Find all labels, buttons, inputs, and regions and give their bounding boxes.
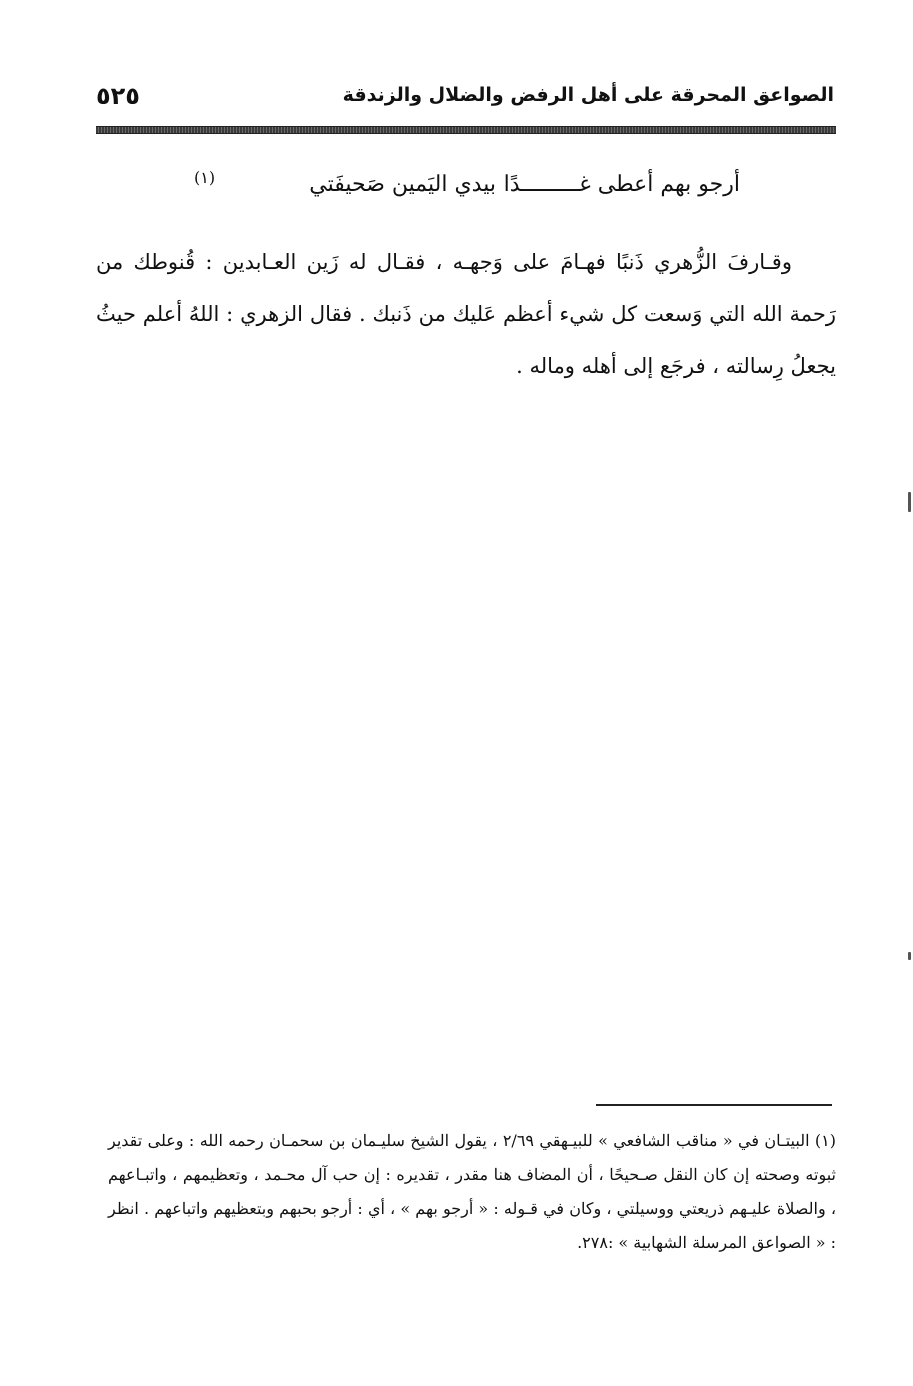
poetry-verse <box>180 168 740 208</box>
footnote-1: (١) البيتـان في « مناقب الشافعي » للبيـهقي ٢/٦٩ ، يقول الشيخ سليـمان بن سحمـان رحمه الله : وعلى تقدير ثبوته وصحته إن كان النقل صـحيحًا ، أن المضاف هنا مقدر ، تقديره : إن حب آل محـمد ، وتعظيمهم ، واتبـاعهم ، والصلاة عليـهم ذريعتي ووسيلتي ، وكان في قـوله : « أرجو بهم » ، أي : أرجو بحبهم وبتعظيهم واتباعهم . انظر : « الصواعق المرسلة الشهابية » :٢٧٨. <box>108 1131 837 1252</box>
footnote-separator <box>596 1104 832 1106</box>
scan-edge-mark <box>908 492 911 512</box>
page-number: ٥٢٥ <box>96 82 140 110</box>
scan-edge-mark <box>908 952 911 960</box>
running-title: الصواعق المحرقة على أهل الرفض والضلال والزندقة <box>342 84 834 106</box>
body-text <box>96 236 836 392</box>
footnote-reference: (١) <box>194 168 216 187</box>
footnotes <box>108 1124 836 1260</box>
verse-second-hemistich: بيدي اليَمين صَحيفَتي <box>309 172 496 197</box>
body-paragraph: وقـارفَ الزُّهري ذَنبًا فهـامَ على وَجهـه ، فقـال له زَين العـابدين : قُنوطك من رَحمة الله التي وَسعت كل شيء أعظم عَليك من ذَنبك . فقال الزهري : اللهُ أعلم حيثُ يجعلُ رِسالته ، فرجَع إلى أهله وماله . <box>96 250 836 378</box>
page-header <box>96 80 834 116</box>
header-rule <box>96 126 836 134</box>
verse-first-hemistich: أرجو بهم أعطى غـــــــــدًا <box>503 172 740 197</box>
